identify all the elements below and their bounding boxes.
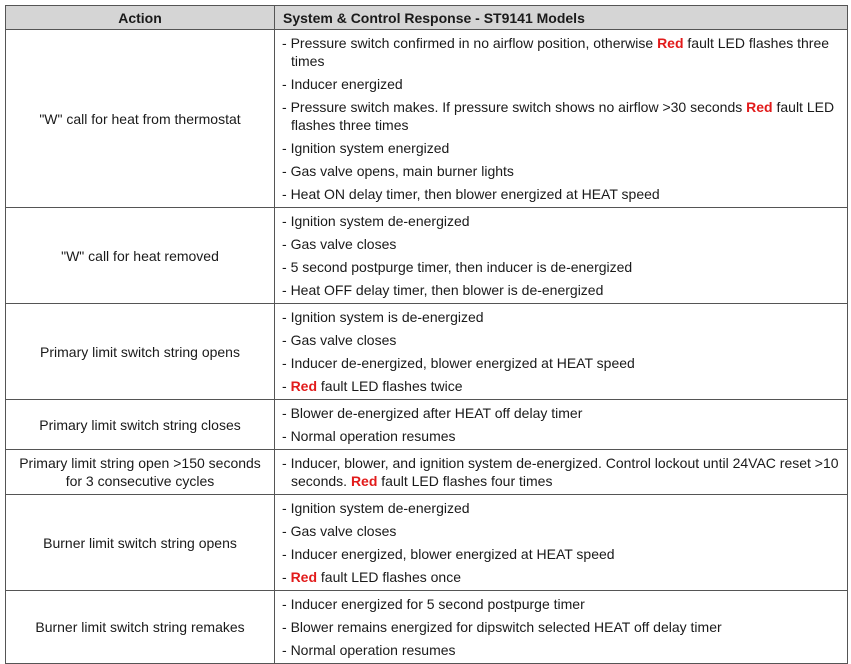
- response-list: [275, 495, 847, 590]
- bullet-dash: -: [282, 405, 291, 421]
- bullet-dash: -: [282, 378, 291, 394]
- response-list: [275, 450, 847, 494]
- response-text: Gas valve closes: [290, 332, 397, 348]
- action-cell: Primary limit string open >150 seconds for 3 consecutive cycles: [6, 450, 275, 495]
- bullet-dash: -: [282, 282, 291, 298]
- table-row: [6, 208, 848, 304]
- response-text: Gas valve closes: [290, 523, 397, 539]
- response-text: Heat OFF delay timer, then blower is de-energized: [290, 282, 604, 298]
- response-cell: [275, 400, 848, 450]
- response-cell: [275, 495, 848, 591]
- response-item: [282, 233, 839, 256]
- response-text: 5 second postpurge timer, then inducer is de-energized: [290, 259, 633, 275]
- red-led-label: Red: [746, 99, 773, 115]
- response-list: [275, 400, 847, 449]
- response-item: [282, 593, 839, 616]
- bullet-dash: -: [282, 500, 291, 516]
- action-cell: Burner limit switch string opens: [6, 495, 275, 591]
- response-item: [282, 329, 839, 352]
- response-item: [282, 402, 839, 425]
- table-body: [6, 30, 848, 664]
- response-item: [282, 279, 839, 302]
- bullet-dash: -: [282, 259, 291, 275]
- bullet-dash: -: [282, 332, 291, 348]
- bullet-dash: -: [282, 236, 291, 252]
- bullet-dash: -: [282, 596, 291, 612]
- response-item: [282, 256, 839, 279]
- bullet-dash: -: [282, 213, 291, 229]
- table-row: [6, 30, 848, 208]
- red-led-label: Red: [290, 569, 318, 585]
- response-item: [282, 183, 839, 206]
- response-text: Ignition system de-energized: [290, 500, 470, 516]
- response-text: Blower de-energized after HEAT off delay timer: [290, 405, 583, 421]
- response-item: [282, 352, 839, 375]
- response-list: [275, 591, 847, 663]
- action-cell: "W" call for heat from thermostat: [6, 30, 275, 208]
- red-led-label: Red: [657, 35, 684, 51]
- table-row: [6, 304, 848, 400]
- response-text: Normal operation resumes: [290, 428, 456, 444]
- action-cell: "W" call for heat removed: [6, 208, 275, 304]
- control-response-table: [5, 5, 848, 664]
- response-text: Inducer, blower, and ignition system de-energized. Control lockout until 24VAC reset >10 seconds.: [290, 455, 839, 489]
- response-text: Normal operation resumes: [290, 642, 456, 658]
- header-response: System & Control Response - ST9141 Models: [275, 6, 848, 30]
- response-item: [282, 520, 839, 543]
- response-text: Inducer energized: [290, 76, 403, 92]
- response-item: [282, 452, 839, 493]
- response-text: Inducer energized, blower energized at HEAT speed: [290, 546, 615, 562]
- response-item: [282, 160, 839, 183]
- header-action: Action: [6, 6, 275, 30]
- bullet-dash: -: [282, 569, 291, 585]
- response-list: [275, 304, 847, 399]
- table-row: [6, 400, 848, 450]
- action-cell: Primary limit switch string opens: [6, 304, 275, 400]
- response-cell: [275, 304, 848, 400]
- response-text: Ignition system energized: [290, 140, 450, 156]
- response-list: [275, 208, 847, 303]
- bullet-dash: -: [282, 455, 291, 471]
- response-text: Gas valve closes: [290, 236, 397, 252]
- bullet-dash: -: [282, 140, 291, 156]
- response-text: fault LED flashes four times: [377, 473, 553, 489]
- response-item: [282, 543, 839, 566]
- response-cell: [275, 450, 848, 495]
- bullet-dash: -: [282, 163, 291, 179]
- bullet-dash: -: [282, 99, 291, 115]
- table-row: [6, 450, 848, 495]
- response-text: Inducer de-energized, blower energized at HEAT speed: [290, 355, 635, 371]
- bullet-dash: -: [282, 428, 291, 444]
- bullet-dash: -: [282, 309, 291, 325]
- response-text: Pressure switch confirmed in no airflow position, otherwise: [290, 35, 658, 51]
- bullet-dash: -: [282, 186, 291, 202]
- bullet-dash: -: [282, 642, 291, 658]
- bullet-dash: -: [282, 355, 291, 371]
- response-item: [282, 566, 839, 589]
- response-item: [282, 73, 839, 96]
- response-text: Gas valve opens, main burner lights: [290, 163, 514, 179]
- response-text: Inducer energized for 5 second postpurge timer: [290, 596, 585, 612]
- response-item: [282, 306, 839, 329]
- response-item: [282, 425, 839, 448]
- response-text: fault LED flashes once: [317, 569, 461, 585]
- response-item: [282, 137, 839, 160]
- response-text: fault LED flashes three times: [291, 35, 830, 69]
- action-cell: Burner limit switch string remakes: [6, 591, 275, 664]
- response-text: fault LED flashes twice: [317, 378, 463, 394]
- response-text: fault LED flashes three times: [291, 99, 835, 133]
- response-cell: [275, 208, 848, 304]
- response-item: [282, 639, 839, 662]
- bullet-dash: -: [282, 523, 291, 539]
- table-row: [6, 495, 848, 591]
- response-text: Pressure switch makes. If pressure switch shows no airflow >30 seconds: [290, 99, 747, 115]
- response-text: Blower remains energized for dipswitch selected HEAT off delay timer: [290, 619, 722, 635]
- bullet-dash: -: [282, 35, 291, 51]
- bullet-dash: -: [282, 619, 291, 635]
- bullet-dash: -: [282, 76, 291, 92]
- response-item: [282, 616, 839, 639]
- response-item: [282, 96, 839, 137]
- response-text: Ignition system is de-energized: [290, 309, 484, 325]
- response-item: [282, 497, 839, 520]
- header-row: [6, 6, 848, 30]
- response-text: Heat ON delay timer, then blower energized at HEAT speed: [290, 186, 660, 202]
- red-led-label: Red: [350, 473, 378, 489]
- response-list: [275, 30, 847, 207]
- action-cell: Primary limit switch string closes: [6, 400, 275, 450]
- response-item: [282, 210, 839, 233]
- response-cell: [275, 30, 848, 208]
- bullet-dash: -: [282, 546, 291, 562]
- response-text: Ignition system de-energized: [290, 213, 470, 229]
- response-item: [282, 32, 839, 73]
- response-item: [282, 375, 839, 398]
- red-led-label: Red: [290, 378, 318, 394]
